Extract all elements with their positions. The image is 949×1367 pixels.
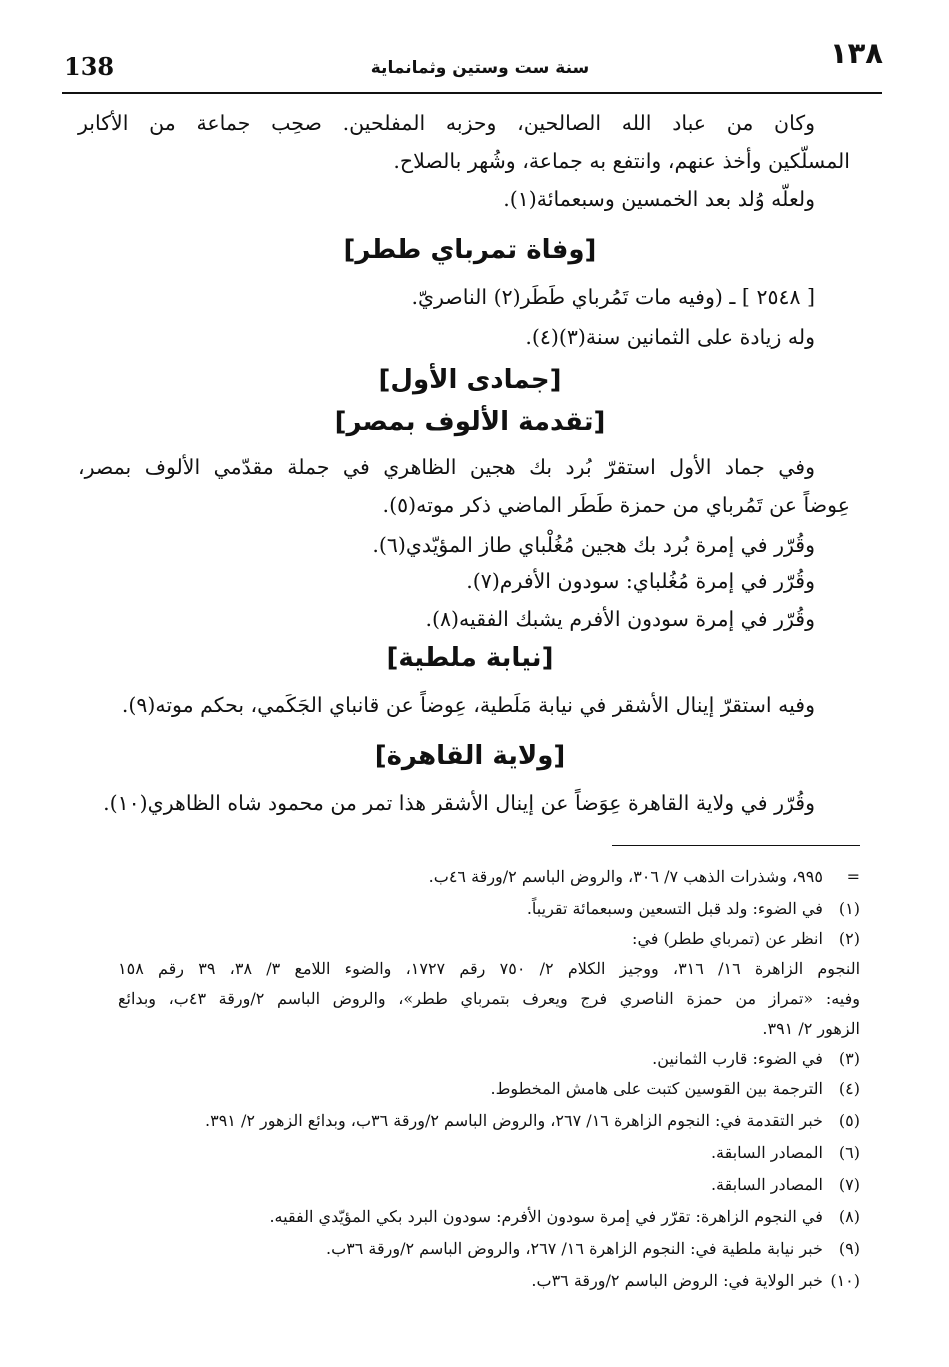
paragraph-line: وقُرّر في إمرة بُرد بك هجين مُغُلْباي طاز المؤيّدي(٦). <box>372 533 815 557</box>
footnote-number: (٢) <box>838 929 860 948</box>
section-heading: [ولاية القاهرة] <box>374 741 566 771</box>
footnote-continuation <box>90 866 860 888</box>
footnote-number: (٥) <box>838 1111 860 1130</box>
page-number-arabic: ١٣٨ <box>829 36 883 70</box>
footnote-2-line: النجوم الزاهرة ١٦/ ٣١٦، ووجيز الكلام ٢/ ٧٥٠ رقم ١٧٢٧، والضوء اللامع ٣/ ٣٨، ٣٩ رقم ١٥٨ <box>118 959 861 978</box>
footnote-text: المصادر السابقة. <box>710 1175 823 1194</box>
footnote-number: (١) <box>838 899 860 918</box>
footnote-number: (٧) <box>838 1175 860 1194</box>
paragraph-line: وقُرّر في إمرة مُغُلباي: سودون الأفرم(٧). <box>466 569 815 593</box>
section-heading: [تقدمة الألوف بمصر] <box>334 407 606 437</box>
footnote-text: ٩٩٥، وشذرات الذهب ٧/ ٣٠٦، والروض الباسم ٢/ورقة ٤٦ب. <box>428 867 823 886</box>
footnote-6 <box>90 1142 860 1164</box>
footnote-text: في الضوء: ولد قبل التسعين وسبعمائة تقريباً. <box>526 899 823 918</box>
footnote-number: (٨) <box>838 1207 860 1226</box>
footnote-10 <box>90 1270 860 1292</box>
continuation-marker: = <box>846 867 860 886</box>
footnote-separator <box>612 845 860 846</box>
footnote-text: خبر التقدمة في: النجوم الزاهرة ١٦/ ٢٦٧، والروض الباسم ٢/ورقة ٣٦ب، وبدائع الزهور ٢/ ٣٩١. <box>205 1111 823 1130</box>
footnote-9 <box>90 1238 860 1260</box>
footnote-text: المصادر السابقة. <box>710 1143 823 1162</box>
footnote-7 <box>90 1174 860 1196</box>
paragraph-line: ولعلّه وُلد بعد الخمسين وسبعمائة(١). <box>503 187 815 211</box>
footnote-2-line: وفيه: «تمراز من حمزة الناصري فرج ويعرف بتمرباي ططر»، والروض الباسم ٢/ورقة ٤٣ب، وبدائع <box>118 989 860 1008</box>
footnote-text: الترجمة بين القوسين كتبت على هامش المخطوط. <box>490 1079 823 1098</box>
entry-line: [ ٢٥٤٨ ] ـ (وفيه مات تَمُرباي طَطَر(٢) الناصريّ. <box>411 285 815 309</box>
footnote-4 <box>90 1078 860 1100</box>
footnote-5 <box>60 1110 860 1132</box>
paragraph-line: المسلّكين وأخذ عنهم، وانتفع به جماعة، وشُهر بالصلاح. <box>393 149 850 173</box>
footnote-number: (٩) <box>838 1239 860 1258</box>
header-rule <box>62 92 882 94</box>
running-title: سنة ست وستين وثمانماية <box>370 58 590 78</box>
footnote-text: في النجوم الزاهرة: تقرّر في إمرة سودون الأفرم: سودون البرد بكي المؤيّدي الفقيه. <box>269 1207 823 1226</box>
paragraph-line: وفي جماد الأول استقرّ بُرد بك هجين الظاهري في جملة مقدّمي الألوف بمصر، <box>78 455 815 479</box>
footnote-number: (٣) <box>838 1049 860 1068</box>
footnote-1 <box>90 898 860 920</box>
footnote-text: خبر الولاية في: الروض الباسم ٢/ورقة ٣٦ب. <box>531 1271 823 1290</box>
paragraph-line: وكان من عباد الله الصالحين، وحزبه المفلحين. صحِب جماعة من الأكابر <box>78 111 815 135</box>
paragraph-line: وقُرّر في إمرة سودون الأفرم يشبك الفقيه(٨). <box>425 607 815 631</box>
section-heading: [وفاة تمرباي ططر] <box>343 235 597 265</box>
paragraph-line: وقُرّر في ولاية القاهرة عِوَضاً عن إينال الأشقر هذا تمر من محمود شاه الظاهري(١٠). <box>103 791 815 815</box>
paragraph-line: وفيه استقرّ إينال الأشقر في نيابة مَلَطية، عِوضاً عن قانباي الجَكَمي، بحكم موته(٩). <box>121 693 815 717</box>
page-number-latin: 138 <box>64 52 115 81</box>
footnote-8 <box>90 1206 860 1228</box>
footnote-text: خبر نيابة ملطية في: النجوم الزاهرة ١٦/ ٢٦٧، والروض الباسم ٢/ورقة ٣٦ب. <box>325 1239 823 1258</box>
section-heading: [جمادى الأول] <box>378 365 562 395</box>
entry-line: وله زيادة على الثمانين سنة(٣)(٤). <box>525 325 815 349</box>
footnote-text: انظر عن (تمرباي ططر) في: <box>632 929 823 948</box>
footnote-2 <box>90 928 860 950</box>
footnote-3 <box>90 1048 860 1070</box>
footnote-number: (٤) <box>838 1079 860 1098</box>
footnote-2-line: الزهور ٢/ ٣٩١. <box>762 1019 860 1038</box>
footnote-number: (١٠) <box>830 1271 860 1290</box>
footnote-text: في الضوء: قارب الثمانين. <box>652 1049 823 1068</box>
footnote-number: (٦) <box>838 1143 860 1162</box>
section-heading: [نيابة ملطية] <box>386 643 554 673</box>
paragraph-line: عِوضاً عن تَمُرباي من حمزة طَطَر الماضي ذكر موته(٥). <box>382 493 850 517</box>
